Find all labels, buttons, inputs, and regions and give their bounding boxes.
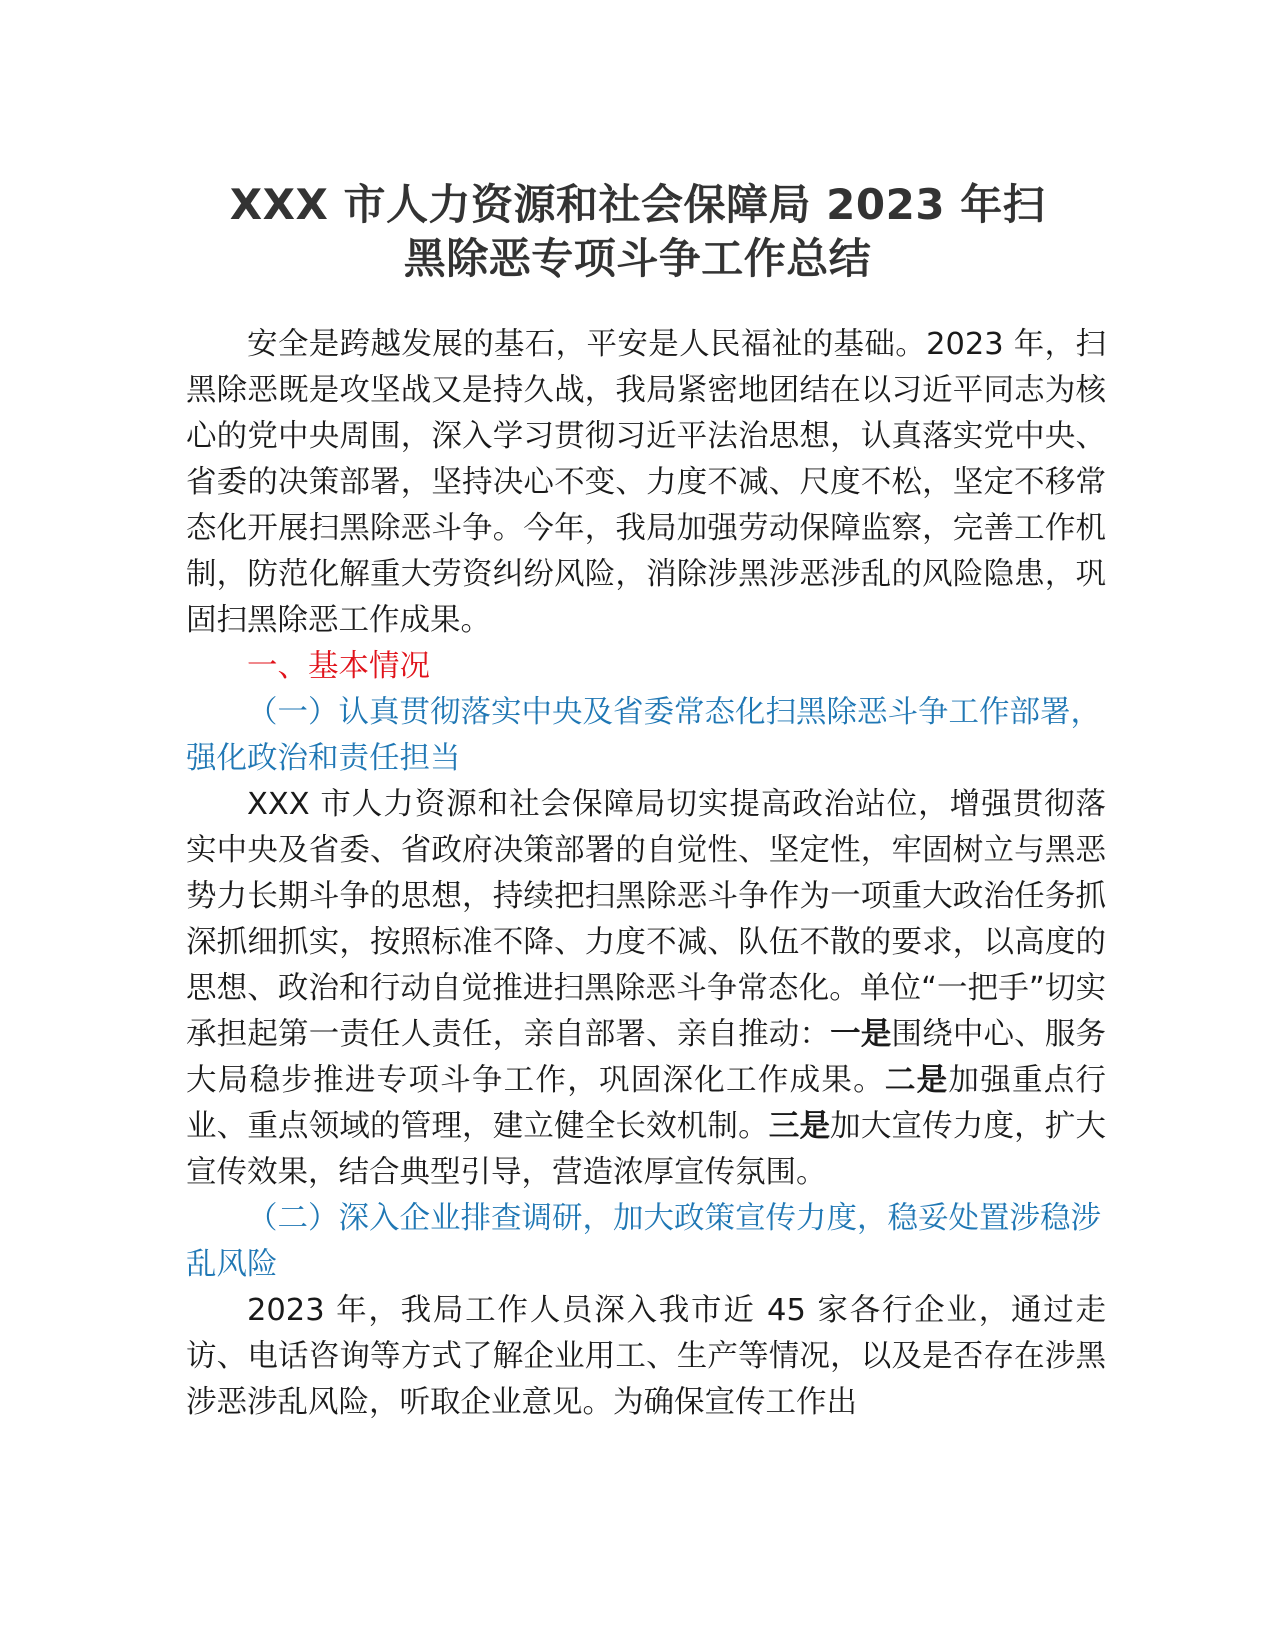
subsection-heading-1: （一）认真贯彻落实中央及省委常态化扫黑除恶斗争工作部署，强化政治和责任担当	[186, 695, 1101, 776]
subsection-heading-2: （二）深入企业排查调研，加大政策宣传力度，稳妥处置涉稳涉乱风险	[186, 1201, 1101, 1282]
intro-paragraph: 安全是跨越发展的基石，平安是人民福祉的基础。2023 年，扫黑除恶既是攻坚战又是持久战，我局紧密地团结在以习近平同志为核心的党中央周围，深入学习贯彻习近平法治思想，认真落实党中央、省委的决策部署，坚持决心不变、力度不减、尺度不松，坚定不移常态化开展扫黑除恶斗争。今年，我局加强劳动保障监察，完善工作机制，防范化解重大劳资纠纷风险，消除涉黑涉恶涉乱的风险隐患，巩固扫黑除恶工作成果。	[186, 327, 1106, 638]
paragraph-text: 加强重点行业、重点领域的管理，建立健全长效机制。	[186, 1063, 1107, 1144]
subsection-1-paragraph	[186, 782, 1106, 1196]
paragraph-text: XXX 市人力资源和社会保障局切实提高政治站位，增强贯彻落实中央及省委、省政府决策部署的自觉性、坚定性，牢固树立与黑恶势力长期斗争的思想，持续把扫黑除恶斗争作为一项重大政治任务抓深抓细抓实，按照标准不降、力度不减、队伍不散的要求，以高度的思想、政治和行动自觉推进扫黑除恶斗争常态化。单位“一把手”切实承担起第一责任人责任，亲自部署、亲自推动：	[186, 787, 1106, 1052]
title-line-2: 黑除恶专项斗争工作总结	[403, 234, 872, 283]
document-body	[186, 322, 1106, 1426]
title-line-1: XXX 市人力资源和社会保障局 2023 年扫	[229, 180, 1046, 229]
subsection-2-paragraph: 2023 年，我局工作人员深入我市近 45 家各行企业，通过走访、电话咨询等方式了解企业用工、生产等情况，以及是否存在涉黑涉恶涉乱风险，听取企业意见。为确保宣传工作出	[186, 1293, 1106, 1420]
bold-marker-second: 二是	[884, 1063, 949, 1098]
section-heading-basic-situation: 一、基本情况	[247, 649, 430, 684]
paragraph-text: 加大宣传力度，扩大宣传效果，结合典型引导，营造浓厚宣传氛围。	[186, 1109, 1107, 1190]
paragraph-text: 围绕中心、服务大局稳步推进专项斗争工作，巩固深化工作成果。	[186, 1017, 1107, 1098]
bold-marker-third: 三是	[768, 1109, 831, 1144]
document-title	[170, 178, 1105, 286]
bold-marker-first: 一是	[830, 1017, 892, 1052]
